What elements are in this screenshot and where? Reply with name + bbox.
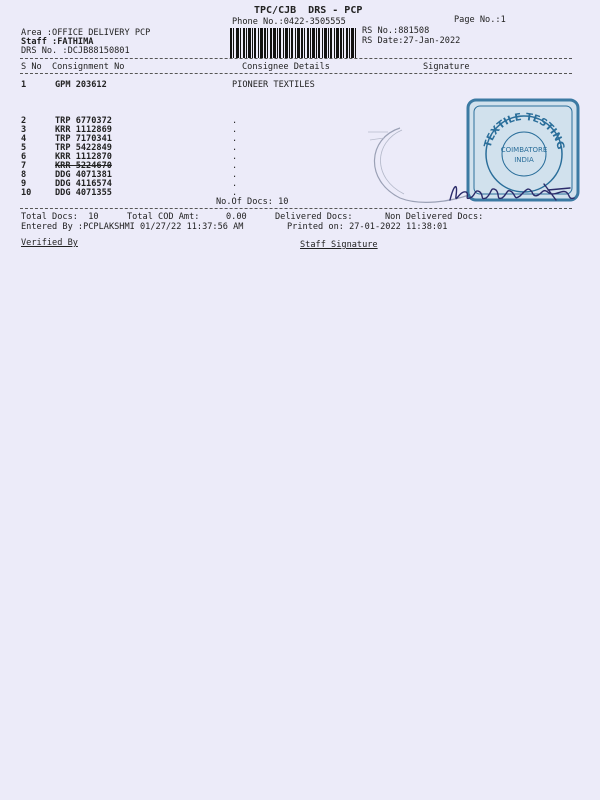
row-sno: 6 [21, 152, 27, 162]
row-consignment: GPM 203612 [55, 80, 107, 90]
row-sno: 9 [21, 179, 27, 189]
row-consignment: TRP 7170341 [55, 134, 112, 144]
row-consignee: PIONEER TEXTILES [232, 80, 315, 90]
total-cod-label: Total COD Amt: [127, 212, 200, 222]
row-consignment: TRP 6770372 [55, 116, 112, 126]
page-number: Page No.:1 [454, 15, 506, 25]
no-of-docs: No.Of Docs: 10 [216, 197, 289, 207]
handwritten-signature [444, 170, 584, 218]
phone-number: Phone No.:0422-3505555 [232, 17, 346, 27]
area-label: Area :OFFICE DELIVERY PCP [21, 28, 151, 38]
header-divider [20, 58, 572, 59]
total-docs: Total Docs: 10 [21, 212, 99, 222]
stamp-country: INDIA [514, 156, 534, 164]
row-sno: 7 [21, 161, 27, 171]
row-sno: 8 [21, 170, 27, 180]
row-consignment: DDG 4071381 [55, 170, 112, 180]
row-consignee: . [232, 134, 238, 144]
row-consignment: DDG 4071355 [55, 188, 112, 198]
row-consignee: . [232, 161, 238, 171]
row-consignment: DDG 4116574 [55, 179, 112, 189]
row-sno: 5 [21, 143, 27, 153]
row-consignment: TRP 5422849 [55, 143, 112, 153]
row-consignment: KRR 1112870 [55, 152, 112, 162]
row-consignee: . [232, 143, 238, 153]
row-consignment: KRR 5224670 [55, 161, 112, 171]
row-sno: 10 [21, 188, 32, 198]
row-consignee: . [232, 152, 238, 162]
row-consignee: . [232, 179, 238, 189]
stamp-city: COIMBATORE [500, 146, 548, 154]
footer-divider [20, 208, 572, 209]
row-sno: 4 [21, 134, 27, 144]
rs-date: RS Date:27-Jan-2022 [362, 36, 461, 46]
printed-on: Printed on: 27-01-2022 11:38:01 [287, 222, 448, 232]
row-sno: 3 [21, 125, 27, 135]
row-consignee: . [232, 170, 238, 180]
stamp-top-text: TEXTILE TESTING [482, 111, 566, 151]
row-consignment: KRR 1112869 [55, 125, 112, 135]
row-sno: 1 [21, 80, 27, 90]
drs-number: DRS No. :DCJB88150801 [21, 46, 130, 56]
row-consignee: . [232, 125, 238, 135]
col-consignee: Consignee Details [242, 62, 330, 72]
row-consignee: . [232, 116, 238, 126]
entered-by: Entered By :PCPLAKSHMI 01/27/22 11:37:56 AM [21, 222, 244, 232]
staff-signature: Staff Signature [300, 240, 378, 250]
delivered-docs: Delivered Docs: [275, 212, 353, 222]
verified-by: Verified By [21, 238, 78, 248]
barcode [230, 28, 356, 58]
row-consignee: . [232, 188, 238, 198]
document-title: TPC/CJB DRS - PCP [254, 5, 363, 16]
row-sno: 2 [21, 116, 27, 126]
rs-number: RS No.:881508 [362, 26, 430, 36]
col-signature: Signature [423, 62, 470, 72]
col-sno: S No [21, 62, 42, 72]
staff-label: Staff :FATHIMA [21, 37, 94, 47]
col-consignment: Consignment No [52, 62, 125, 72]
non-delivered-docs: Non Delivered Docs: [385, 212, 484, 222]
total-cod-value: 0.00 [226, 212, 247, 222]
column-divider [20, 73, 572, 74]
